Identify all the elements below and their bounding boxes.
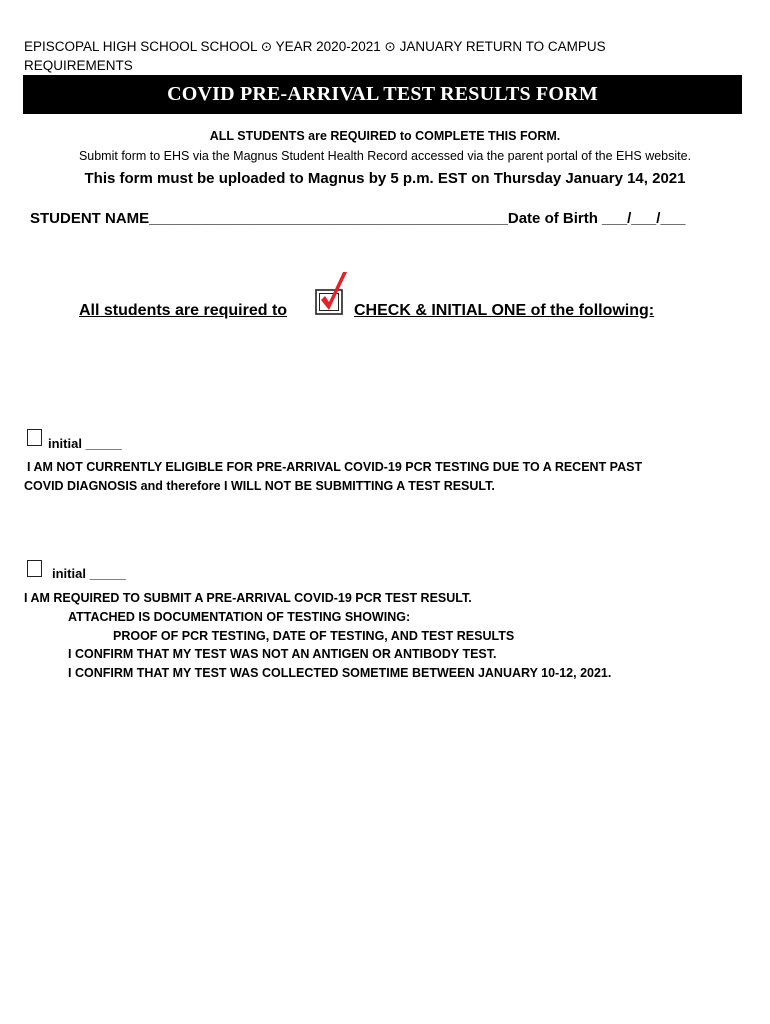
- bullet-icon: ⊙: [384, 39, 396, 54]
- instruction-left: All students are required to: [79, 302, 288, 319]
- school-year: YEAR 2020-2021: [275, 39, 381, 54]
- option2-checkbox[interactable]: [27, 560, 42, 577]
- return-label: JANUARY RETURN TO CAMPUS: [399, 39, 606, 54]
- instruction-row: [0, 270, 770, 330]
- option1-text-line2: COVID DIAGNOSIS and therefore I WILL NOT BE SUBMITTING A TEST RESULT.: [24, 479, 495, 493]
- option2-initial-field[interactable]: initial _____: [52, 566, 126, 581]
- student-name-dob-field[interactable]: STUDENT NAME___________________________________________Date of Birth ___/___/___: [30, 210, 686, 227]
- deadline-notice: This form must be uploaded to Magnus by 5 p.m. EST on Thursday January 14, 2021: [84, 170, 686, 187]
- required-notice: ALL STUDENTS are REQUIRED to COMPLETE THIS FORM.: [209, 129, 561, 143]
- instruction-right: CHECK & INITIAL ONE of the following:: [354, 302, 655, 319]
- option2-text-line1: I AM REQUIRED TO SUBMIT A PRE-ARRIVAL COVID-19 PCR TEST RESULT.: [24, 591, 472, 605]
- form-title: COVID PRE-ARRIVAL TEST RESULTS FORM: [23, 75, 742, 114]
- bullet-icon: ⊙: [260, 39, 273, 54]
- requirements-label: REQUIREMENTS: [24, 58, 133, 73]
- option2-text-line4: I CONFIRM THAT MY TEST WAS NOT AN ANTIGEN OR ANTIBODY TEST.: [68, 647, 497, 661]
- option1-checkbox[interactable]: [27, 429, 42, 446]
- option1-text-line1: I AM NOT CURRENTLY ELIGIBLE FOR PRE-ARRIVAL COVID-19 PCR TESTING DUE TO A RECENT PAST: [27, 460, 643, 474]
- option2-text-line5: I CONFIRM THAT MY TEST WAS COLLECTED SOMETIME BETWEEN JANUARY 10-12, 2021.: [68, 666, 612, 680]
- checkmark-icon: [313, 270, 353, 318]
- option2-text-line3: PROOF OF PCR TESTING, DATE OF TESTING, AND TEST RESULTS: [113, 629, 515, 643]
- header-line: [24, 37, 724, 75]
- submit-instructions: Submit form to EHS via the Magnus Student Health Record accessed via the parent portal of the EHS website.: [78, 149, 692, 163]
- school-name: EPISCOPAL HIGH SCHOOL SCHOOL: [24, 39, 258, 54]
- option2-text-line2: ATTACHED IS DOCUMENTATION OF TESTING SHOWING:: [68, 610, 411, 624]
- option1-initial-field[interactable]: initial _____: [48, 436, 122, 451]
